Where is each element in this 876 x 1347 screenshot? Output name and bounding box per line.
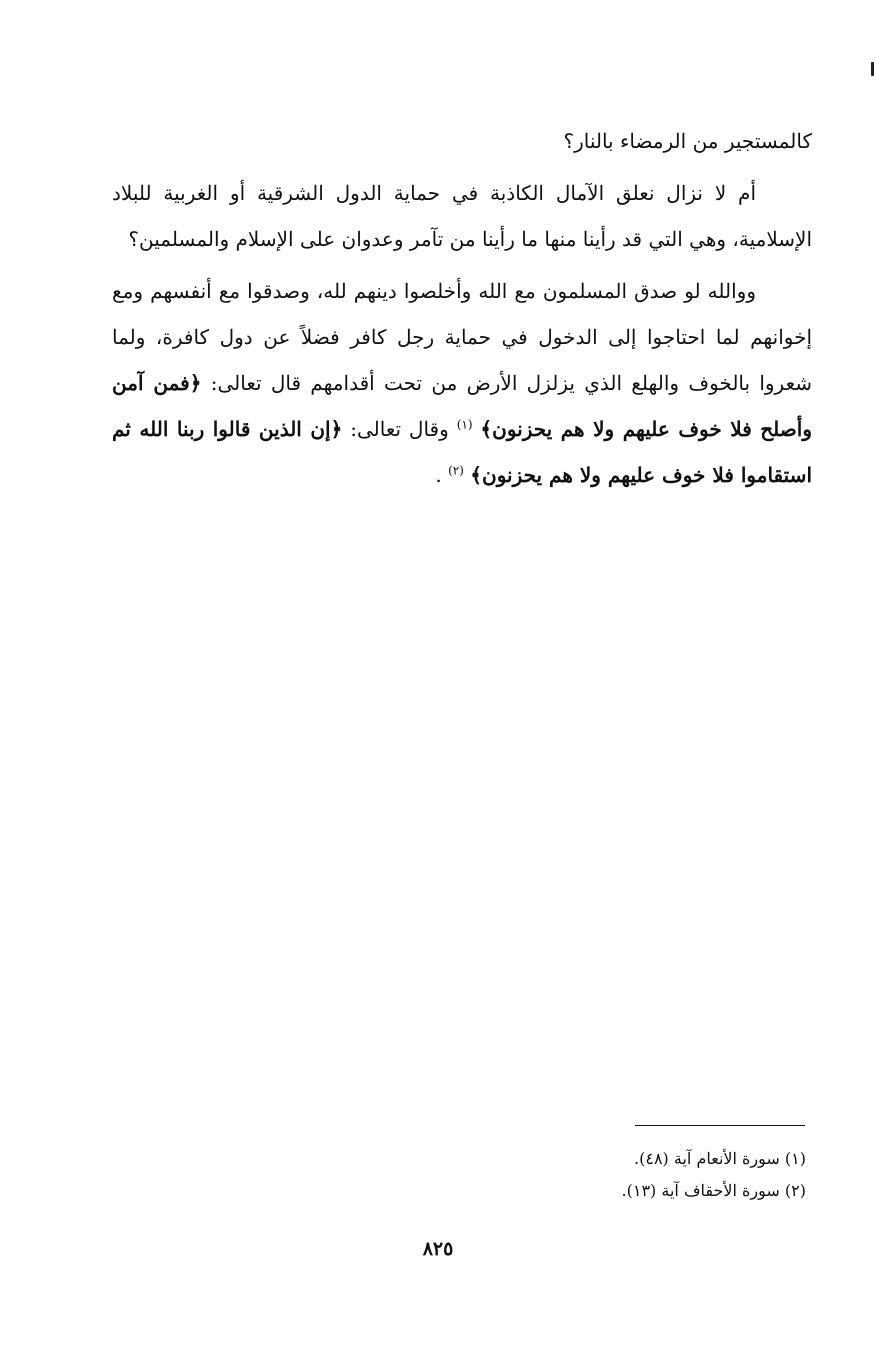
page-number: ٨٢٥ [422,1238,454,1260]
paragraph-3-text-2: وقال تعالى: [342,417,449,441]
quran-verse-2: ﴿إن الذين قالوا ربنا الله ثم استقاموا فلا خوف عليهم ولا هم يحزنون﴾ [112,417,812,487]
footnote-ref-1: (١) [456,417,473,432]
paragraph-3-text-1: ووالله لو صدق المسلمون مع الله وأخلصوا دينهم لله، وصدقوا مع أنفسهم ومع إخوانهم لما احتاجوا إلى الدخول في حماية رجل كافر فضلاً عن دول كافرة، ولما شعروا بالخوف والهلع الذي يزلزل الأرض من تحت أقدامهم قال تعالى: [112,279,813,395]
paragraph-3 [112,268,812,498]
footnote-2: (٢) سورة الأحقاف آية (١٣). [621,1181,806,1200]
footnote-1: (١) سورة الأنعام آية (٤٨). [634,1149,806,1168]
main-text [112,118,812,504]
footnote-divider [635,1125,805,1126]
footnote-ref-2: (٢) [448,463,464,478]
paragraph-2: أم لا نزال نعلق الآمال الكاذبة في حماية الدول الشرقية أو الغربية للبلاد الإسلامية، وهي التي قد رأينا منها ما رأينا من تآمر وعدوان على الإسلام والمسلمين؟ [112,181,812,251]
paragraph-1: كالمستجير من الرمضاء بالنار؟ [563,129,812,153]
footnotes [460,1143,806,1207]
scan-edge-mark [871,62,874,76]
quran-verse-1: ﴿فمن آمن وأصلح فلا خوف عليهم ولا هم يحزنون﴾ [112,371,812,441]
paragraph-3-text-3: . [435,463,442,487]
